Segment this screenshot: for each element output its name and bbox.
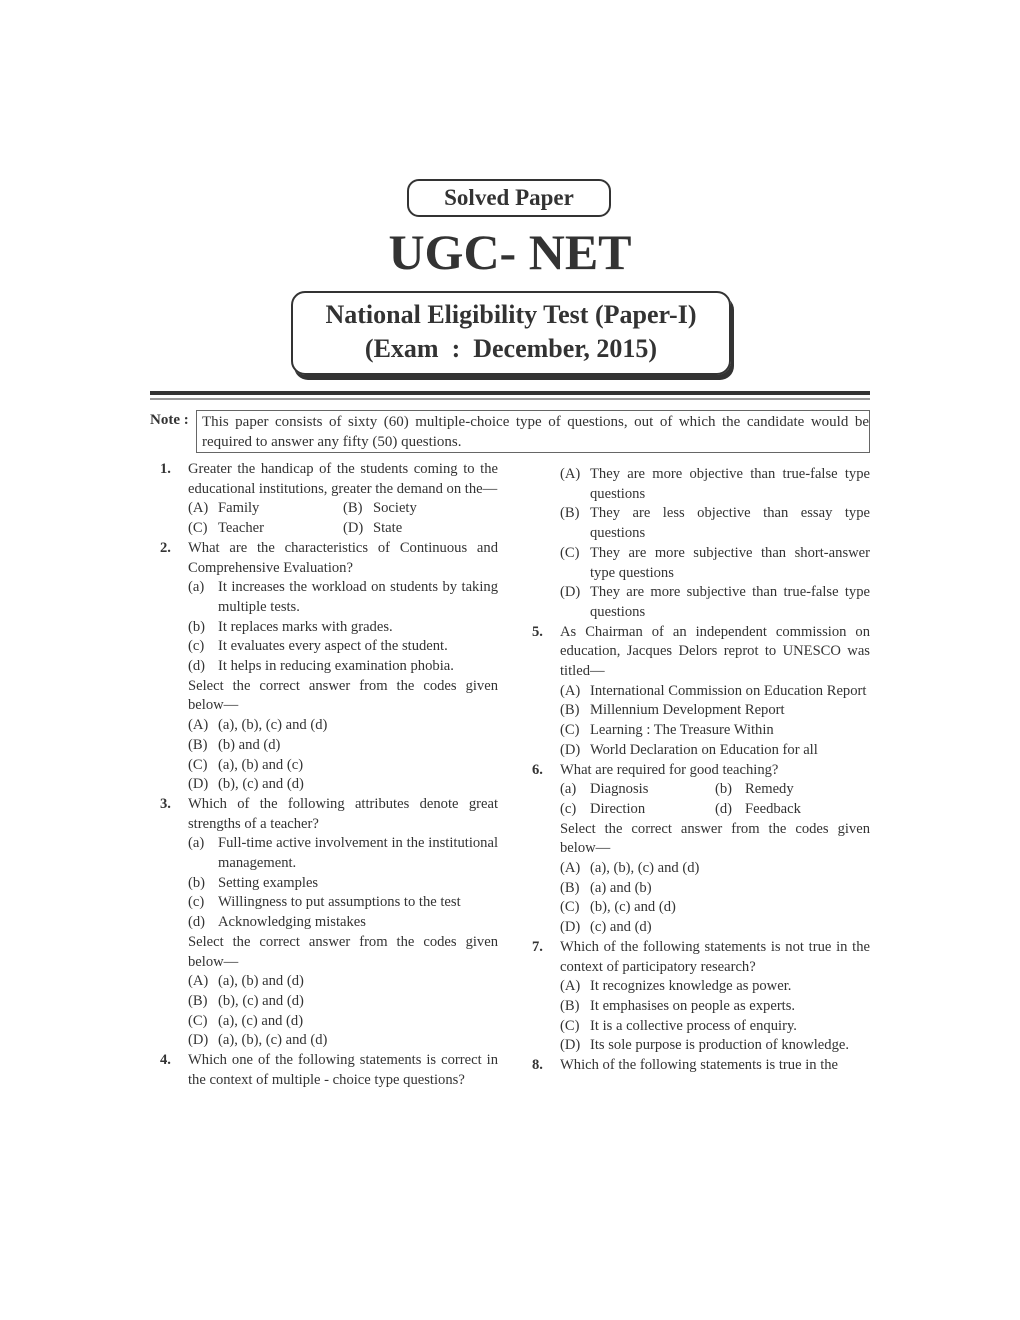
question-text: What are required for good teaching?	[560, 761, 779, 778]
option-label: (B)	[560, 702, 580, 719]
answer-option	[532, 977, 870, 997]
answer-option	[160, 913, 498, 933]
option-label: (c)	[188, 894, 205, 911]
question-text: As Chairman of an independent commission on education, Jacques Delors reprot to UNESCO was titled—	[560, 623, 870, 680]
answer-option	[160, 578, 498, 617]
option-text: They are more subjective than short-answer type questions	[590, 544, 870, 581]
question	[160, 1051, 498, 1090]
option-label: (C)	[560, 1017, 580, 1034]
answer-option	[532, 1036, 870, 1056]
instruction-text: Select the correct answer from the codes given below—	[560, 820, 870, 857]
option-label: (D)	[560, 919, 581, 936]
answer-option	[160, 992, 498, 1012]
question-number: 1.	[160, 461, 171, 477]
answer-option	[160, 893, 498, 913]
answer-option	[532, 721, 870, 741]
option-text: (a), (c) and (d)	[218, 1012, 304, 1029]
answer-option-row	[160, 519, 498, 539]
option-text: It increases the workload on students by taking multiple tests.	[218, 579, 498, 615]
answer-option	[160, 834, 498, 873]
option-label: (B)	[560, 997, 580, 1014]
option-label: (D)	[560, 741, 581, 758]
subtitle-line-1: National Eligibility Test (Paper-I)	[325, 300, 697, 329]
question-number: 4.	[160, 1052, 171, 1069]
answer-option-row	[532, 780, 870, 800]
divider-thin	[150, 398, 870, 400]
question-number: 6.	[532, 761, 543, 778]
option-text: Diagnosis	[590, 781, 649, 798]
question	[160, 460, 498, 499]
answer-option	[532, 701, 870, 721]
option-text: (b), (c) and (d)	[218, 776, 304, 793]
option-label: (C)	[188, 756, 208, 773]
question-number: 8.	[532, 1057, 543, 1074]
option-label: (A)	[560, 978, 581, 995]
note-label: Note :	[150, 412, 189, 428]
option-label: (d)	[715, 800, 733, 817]
option-label: (a)	[560, 781, 577, 798]
option-label: (D)	[188, 776, 209, 793]
option-label: (B)	[343, 500, 363, 517]
option-label: (D)	[343, 520, 364, 537]
option-text: They are more subjective than true-false type questions	[590, 584, 870, 620]
answer-option	[715, 780, 870, 800]
question	[532, 938, 870, 977]
option-text: World Declaration on Education for all	[590, 741, 818, 758]
note-text: This paper consists of sixty (60) multiple-choice type of questions, out of which the candidate would be required to answer any fifty (50) questions.	[196, 410, 870, 453]
solved-paper-badge: Solved Paper	[407, 179, 611, 217]
answer-option	[532, 682, 870, 702]
option-label: (C)	[560, 544, 580, 561]
option-text: It helps in reducing examination phobia.	[218, 658, 454, 675]
question-text: Which of the following statements is true in the	[560, 1057, 839, 1074]
instruction-text: Select the correct answer from the codes given below—	[188, 933, 498, 970]
option-text: Feedback	[745, 800, 801, 817]
option-label: (A)	[188, 500, 209, 517]
answer-option	[715, 800, 870, 820]
question-number: 5.	[532, 623, 543, 640]
answer-option	[532, 583, 870, 622]
question	[160, 539, 498, 578]
option-text: Family	[218, 500, 260, 517]
option-label: (b)	[188, 618, 206, 635]
option-text: (a), (b) and (d)	[218, 973, 304, 990]
right-column	[532, 465, 870, 1076]
question	[160, 795, 498, 834]
option-label: (a)	[188, 835, 205, 852]
left-column	[160, 460, 498, 1091]
question	[532, 623, 870, 682]
option-text: It replaces marks with grades.	[218, 618, 393, 635]
answer-option	[532, 879, 870, 899]
question-number: 2.	[160, 539, 171, 556]
option-text: (a), (b) and (c)	[218, 756, 304, 773]
option-label: (c)	[188, 638, 205, 655]
option-text: (a) and (b)	[590, 879, 652, 896]
option-label: (B)	[560, 505, 580, 522]
question-text: Greater the handicap of the students coming to the educational institutions, greater the demand on the—	[188, 461, 498, 497]
option-text: It recognizes knowledge as power.	[590, 978, 792, 995]
subtitle-line-2: (Exam : December, 2015)	[364, 334, 658, 363]
option-text: International Commission on Education Report	[590, 682, 867, 699]
answer-option	[160, 618, 498, 638]
option-text: It emphasises on people as experts.	[590, 997, 796, 1014]
answer-option	[160, 775, 498, 795]
option-label: (B)	[560, 879, 580, 896]
answer-option	[160, 657, 498, 677]
answer-option	[532, 544, 870, 583]
option-text: Willingness to put assumptions to the test	[218, 894, 461, 911]
option-label: (B)	[188, 992, 208, 1009]
option-text: Remedy	[745, 781, 794, 798]
page-title: UGC- NET	[388, 224, 632, 280]
answer-option	[160, 736, 498, 756]
option-label: (A)	[188, 973, 209, 990]
option-label: (a)	[188, 579, 205, 596]
option-text: Teacher	[218, 520, 264, 537]
instruction-text: Select the correct answer from the codes given below—	[188, 677, 498, 714]
answer-option	[532, 918, 870, 938]
answer-option	[160, 1031, 498, 1051]
question-text: What are the characteristics of Continuous and Comprehensive Evaluation?	[188, 539, 498, 576]
option-label: (D)	[560, 1037, 581, 1054]
answer-option	[343, 519, 498, 539]
question-number: 7.	[532, 938, 543, 955]
option-label: (b)	[715, 781, 733, 798]
option-text: Direction	[590, 800, 646, 817]
option-label: (b)	[188, 874, 206, 891]
option-label: (B)	[188, 736, 208, 753]
option-label: (d)	[188, 658, 206, 675]
option-text: (b), (c) and (d)	[590, 899, 676, 916]
answer-option	[160, 716, 498, 736]
option-label: (d)	[188, 914, 206, 931]
answer-option	[532, 465, 870, 504]
option-label: (C)	[188, 520, 208, 537]
option-label: (A)	[560, 860, 581, 877]
answer-option	[160, 1012, 498, 1032]
option-text: They are more objective than true-false type questions	[590, 466, 870, 502]
divider-thick	[150, 391, 870, 395]
option-text: (a), (b), (c) and (d)	[218, 717, 328, 734]
answer-option	[532, 504, 870, 543]
option-text: Learning : The Treasure Within	[590, 722, 774, 739]
question-text: Which of the following attributes denote great strengths of a teacher?	[188, 795, 498, 832]
option-label: (A)	[560, 466, 581, 482]
question-number: 3.	[160, 795, 171, 812]
option-label: (A)	[188, 717, 209, 734]
option-text: Setting examples	[218, 874, 319, 891]
answer-option	[532, 741, 870, 761]
answer-option	[532, 997, 870, 1017]
answer-option	[188, 519, 343, 539]
option-text: (b), (c) and (d)	[218, 992, 304, 1009]
answer-option	[532, 898, 870, 918]
option-text: (b) and (d)	[218, 736, 281, 753]
question	[532, 1056, 870, 1076]
option-text: State	[373, 520, 403, 537]
answer-option	[160, 874, 498, 894]
option-text: (c) and (d)	[590, 919, 652, 936]
question-text: Which one of the following statements is correct in the context of multiple - choice type questions?	[188, 1052, 498, 1088]
subtitle-box	[291, 291, 731, 375]
option-label: (D)	[560, 584, 581, 601]
answer-option	[560, 800, 715, 820]
answer-option	[160, 637, 498, 657]
option-text: (a), (b), (c) and (d)	[590, 860, 700, 877]
option-text: They are less objective than essay type questions	[590, 505, 870, 542]
option-label: (C)	[188, 1012, 208, 1029]
option-label: (C)	[560, 722, 580, 739]
answer-option	[532, 1017, 870, 1037]
answer-option	[560, 780, 715, 800]
answer-option	[160, 756, 498, 776]
answer-option	[343, 499, 498, 519]
answer-option	[532, 859, 870, 879]
option-label: (A)	[560, 682, 581, 699]
option-text: (a), (b), (c) and (d)	[218, 1032, 328, 1049]
option-text: Millennium Development Report	[590, 702, 785, 719]
option-text: Full-time active involvement in the institutional management.	[218, 835, 498, 872]
question-text: Which of the following statements is not true in the context of participatory research?	[560, 938, 870, 975]
answer-option-row	[532, 800, 870, 820]
option-label: (c)	[560, 800, 577, 817]
option-text: Its sole purpose is production of knowledge.	[590, 1037, 849, 1054]
answer-option	[188, 499, 343, 519]
answer-option-row	[160, 499, 498, 519]
option-label: (D)	[188, 1032, 209, 1049]
option-label: (C)	[560, 899, 580, 916]
option-text: Acknowledging mistakes	[218, 914, 366, 931]
answer-option	[160, 972, 498, 992]
option-text: It evaluates every aspect of the student.	[218, 638, 448, 655]
option-text: Society	[373, 500, 417, 517]
question	[532, 761, 870, 781]
option-text: It is a collective process of enquiry.	[590, 1017, 797, 1034]
